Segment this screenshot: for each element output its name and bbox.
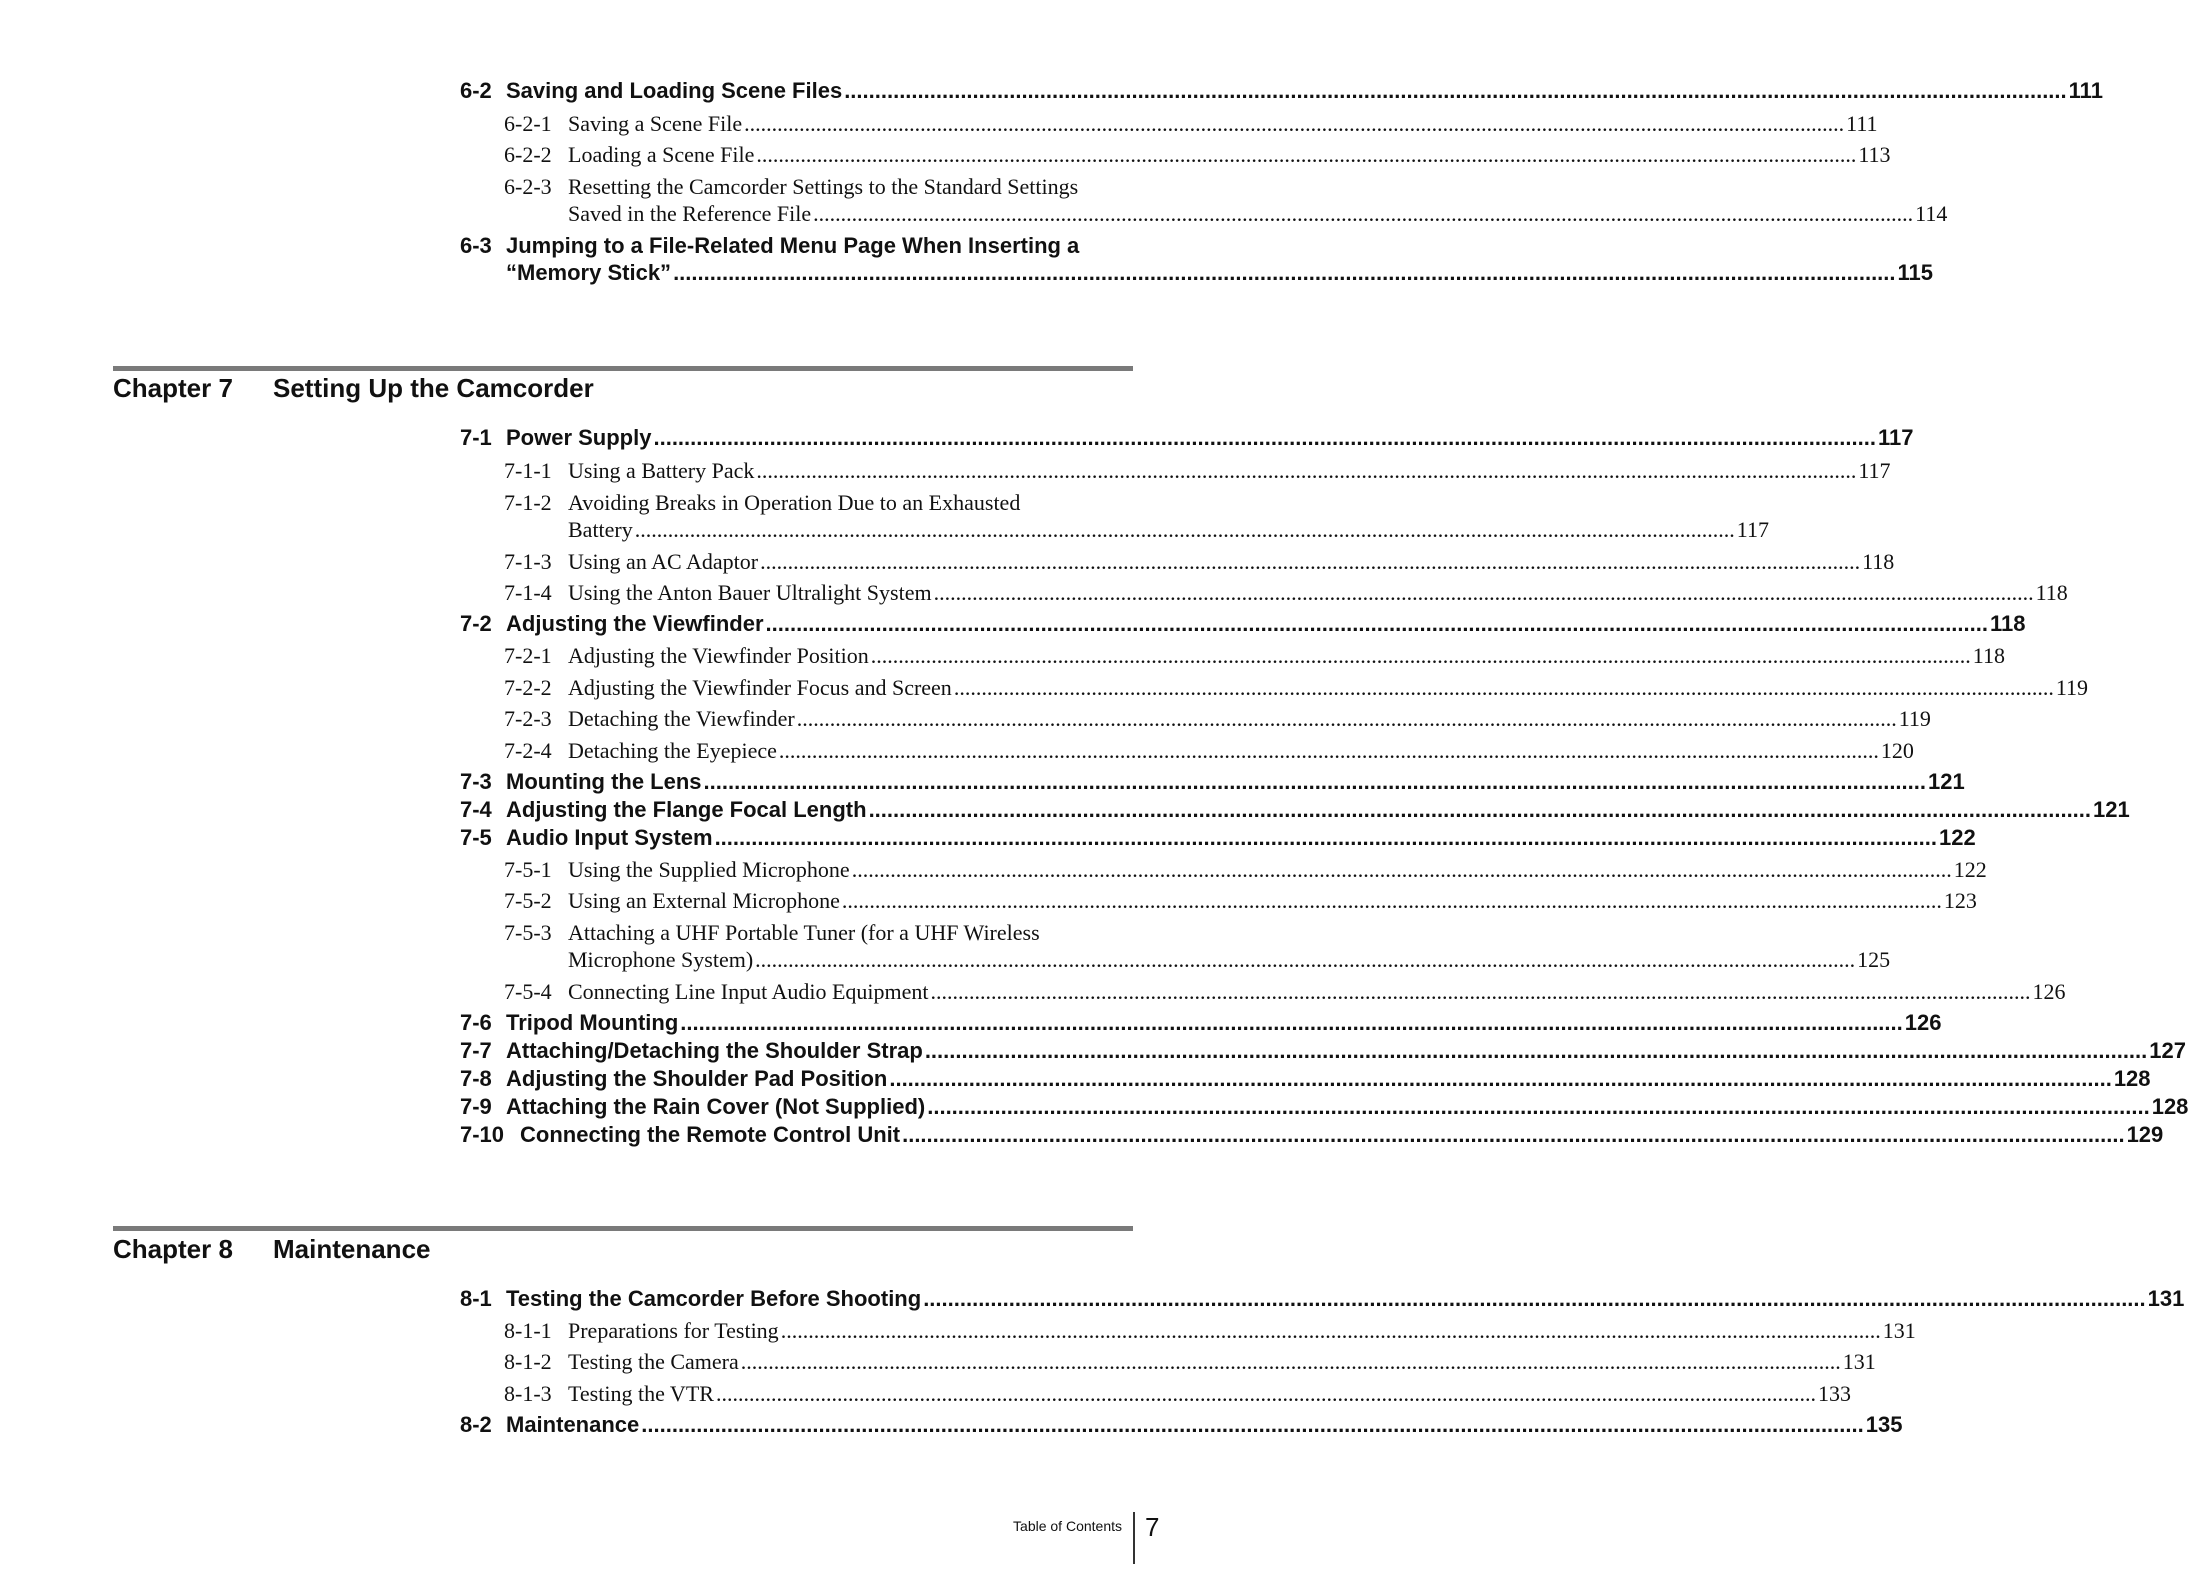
toc-entry-7-2-3[interactable] — [504, 706, 1931, 732]
toc-entry-7-5-1[interactable] — [504, 857, 1987, 883]
page-number: 120 — [1880, 738, 1914, 763]
dot-leader: ........................................................................................................................................................................................................ — [744, 111, 1845, 136]
toc-entry-7-2-1[interactable] — [504, 643, 2005, 669]
section-number: 7-7 — [460, 1038, 492, 1063]
dot-leader: ........................................................................................................................................................................................................ — [755, 947, 1856, 972]
section-title-line2: “Memory Stick” — [506, 260, 672, 285]
page-number: 119 — [2055, 675, 2088, 700]
dot-leader: ........................................................................................................................................................................................................ — [923, 1286, 2146, 1311]
page-number: 118 — [1972, 643, 2005, 668]
toc-entry-7-8[interactable] — [460, 1066, 2151, 1092]
section-title: Maintenance — [506, 1412, 640, 1437]
subsection-number: 7-5-1 — [504, 857, 552, 882]
dot-leader: ........................................................................................................................................................................................................ — [924, 1038, 2148, 1063]
page-number: 121 — [2093, 797, 2130, 822]
toc-entry-6-2-2[interactable] — [504, 142, 1891, 168]
section-number: 7-4 — [460, 797, 492, 822]
chapter-rule — [113, 366, 1133, 371]
page-number: 128 — [2151, 1094, 2188, 1119]
section-title: Adjusting the Viewfinder — [506, 611, 764, 636]
chapter-8-heading[interactable] — [113, 1234, 431, 1265]
subsection-number: 6-2-2 — [504, 142, 552, 167]
subsection-number: 6-2-1 — [504, 111, 552, 136]
page-number: 125 — [1857, 947, 1891, 972]
section-title: Tripod Mounting — [506, 1010, 679, 1035]
dot-leader: ........................................................................................................................................................................................................ — [641, 1412, 1864, 1437]
subsection-number: 7-1-1 — [504, 458, 552, 483]
section-number: 7-8 — [460, 1066, 492, 1091]
section-title: Attaching the Rain Cover (Not Supplied) — [506, 1094, 926, 1119]
section-number: 7-2 — [460, 611, 492, 636]
toc-entry-7-6[interactable] — [460, 1010, 1942, 1036]
section-title: Adjusting the Flange Focal Length — [506, 797, 867, 822]
subsection-number: 8-1-2 — [504, 1349, 552, 1374]
page-number: 117 — [1736, 517, 1769, 542]
toc-entry-8-1[interactable] — [460, 1286, 2185, 1312]
dot-leader: ........................................................................................................................................................................................................ — [796, 706, 1897, 731]
section-number: 7-10 — [460, 1122, 505, 1147]
toc-entry-7-5-2[interactable] — [504, 888, 1977, 914]
subsection-number: 7-1-3 — [504, 549, 552, 574]
page-number: 111 — [2068, 78, 2103, 103]
section-number: 7-1 — [460, 425, 492, 450]
page-number: 129 — [2126, 1122, 2164, 1147]
toc-entry-7-9[interactable] — [460, 1094, 2188, 1120]
section-number: 8-1 — [460, 1286, 492, 1311]
subsection-title: Adjusting the Viewfinder Position — [568, 643, 869, 668]
dot-leader: ........................................................................................................................................................................................................ — [715, 1381, 1816, 1406]
subsection-title: Testing the Camera — [568, 1349, 739, 1374]
chapter-title: Setting Up the Camcorder — [273, 373, 594, 403]
page-number: 117 — [1877, 425, 1914, 450]
dot-leader: ........................................................................................................................................................................................................ — [760, 549, 1861, 574]
dot-leader: ........................................................................................................................................................................................................ — [841, 888, 1942, 913]
page-number: 122 — [1939, 825, 1976, 850]
page-number: 115 — [1897, 260, 1934, 285]
dot-leader: ........................................................................................................................................................................................................ — [765, 611, 1988, 636]
toc-entry-6-2-3-line2[interactable] — [568, 201, 1948, 227]
chapter-rule — [113, 1226, 1133, 1231]
page-number: 127 — [2149, 1038, 2186, 1063]
page-number: 117 — [1858, 458, 1891, 483]
section-number: 7-5 — [460, 825, 492, 850]
toc-entry-7-2[interactable] — [460, 611, 2026, 637]
section-title: Adjusting the Shoulder Pad Position — [506, 1066, 888, 1091]
toc-entry-7-10[interactable] — [460, 1122, 2164, 1148]
section-title: Testing the Camcorder Before Shooting — [506, 1286, 922, 1311]
subsection-title-line2: Saved in the Reference File — [568, 201, 812, 226]
subsection-number: 7-5-4 — [504, 979, 552, 1004]
subsection-title: Adjusting the Viewfinder Focus and Screen — [568, 675, 952, 700]
dot-leader: ........................................................................................................................................................................................................ — [653, 425, 1876, 450]
subsection-title-line2: Battery — [568, 517, 633, 542]
section-title: Attaching/Detaching the Shoulder Strap — [506, 1038, 923, 1063]
section-title: Audio Input System — [506, 825, 713, 850]
page-number: 122 — [1953, 857, 1987, 882]
toc-entry-6-2[interactable] — [460, 78, 2103, 104]
toc-entry-7-1-1[interactable] — [504, 458, 1891, 484]
subsection-title: Preparations for Testing — [568, 1318, 779, 1343]
section-title: Saving and Loading Scene Files — [506, 78, 843, 103]
page-number: 118 — [1989, 611, 2026, 636]
toc-entry-6-2-3-line1[interactable] — [504, 174, 1122, 200]
dot-leader: ........................................................................................................................................................................................................ — [889, 1066, 2112, 1091]
dot-leader: ........................................................................................................................................................................................................ — [927, 1094, 2150, 1119]
dot-leader: ........................................................................................................................................................................................................ — [813, 201, 1914, 226]
dot-leader: ........................................................................................................................................................................................................ — [634, 517, 1735, 542]
toc-entry-7-1-3[interactable] — [504, 549, 1895, 575]
footer-divider — [1133, 1512, 1135, 1564]
toc-entry-7-2-2[interactable] — [504, 675, 2088, 701]
subsection-number: 6-2-3 — [504, 174, 552, 199]
section-title: Mounting the Lens — [506, 769, 702, 794]
page-number: 133 — [1817, 1381, 1851, 1406]
section-title-line1: Jumping to a File-Related Menu Page When Inserting a — [506, 233, 1080, 258]
section-number: 7-3 — [460, 769, 492, 794]
dot-leader: ........................................................................................................................................................................................................ — [933, 580, 2034, 605]
chapter-label: Chapter 7 — [113, 373, 233, 403]
page-number: 119 — [1898, 706, 1931, 731]
toc-entry-7-4[interactable] — [460, 797, 2130, 823]
page-number: 126 — [1904, 1010, 1942, 1035]
section-number: 7-9 — [460, 1094, 492, 1119]
dot-leader: ........................................................................................................................................................................................................ — [740, 1349, 1841, 1374]
subsection-title: Detaching the Viewfinder — [568, 706, 795, 731]
subsection-number: 7-5-2 — [504, 888, 552, 913]
page-number: 131 — [2147, 1286, 2185, 1311]
dot-leader: ........................................................................................................................................................................................................ — [778, 738, 1879, 763]
toc-entry-7-1-4[interactable] — [504, 580, 2068, 606]
toc-entry-7-1-2-line2[interactable] — [568, 517, 1769, 543]
dot-leader: ........................................................................................................................................................................................................ — [868, 797, 2092, 822]
page-number: 131 — [1842, 1349, 1876, 1374]
section-number: 6-2 — [460, 78, 492, 103]
dot-leader: ........................................................................................................................................................................................................ — [714, 825, 1938, 850]
toc-entry-6-2-1[interactable] — [504, 111, 1878, 137]
toc-entry-7-7[interactable] — [460, 1038, 2186, 1064]
dot-leader: ........................................................................................................................................................................................................ — [756, 142, 1857, 167]
subsection-title: Saving a Scene File — [568, 111, 743, 136]
dot-leader: ........................................................................................................................................................................................................ — [844, 78, 2067, 103]
section-number: 8-2 — [460, 1412, 492, 1437]
subsection-number: 7-5-3 — [504, 920, 552, 945]
subsection-number: 7-2-2 — [504, 675, 552, 700]
subsection-number: 7-1-2 — [504, 490, 552, 515]
toc-entry-7-5[interactable] — [460, 825, 1976, 851]
dot-leader: ........................................................................................................................................................................................................ — [780, 1318, 1881, 1343]
section-title: Power Supply — [506, 425, 652, 450]
dot-leader: ........................................................................................................................................................................................................ — [756, 458, 1857, 483]
page-number: 114 — [1915, 201, 1948, 226]
page-number: 113 — [1858, 142, 1891, 167]
page-number: 126 — [2032, 979, 2066, 1004]
toc-entry-7-5-3-line2[interactable] — [568, 947, 1891, 973]
subsection-title: Testing the VTR — [568, 1381, 714, 1406]
page-number: 131 — [1882, 1318, 1916, 1343]
subsection-number: 7-2-4 — [504, 738, 552, 763]
dot-leader: ........................................................................................................................................................................................................ — [703, 769, 1926, 794]
toc-entry-8-2[interactable] — [460, 1412, 1903, 1438]
subsection-number: 8-1-1 — [504, 1318, 552, 1343]
subsection-title-line2: Microphone System) — [568, 947, 754, 972]
page-number: 121 — [1928, 769, 1965, 794]
page-number: 118 — [2035, 580, 2068, 605]
subsection-title: Using the Anton Bauer Ultralight System — [568, 580, 932, 605]
subsection-number: 7-2-1 — [504, 643, 552, 668]
subsection-title: Detaching the Eyepiece — [568, 738, 777, 763]
toc-entry-8-1-1[interactable] — [504, 1318, 1916, 1344]
chapter-label: Chapter 8 — [113, 1234, 233, 1264]
page-number: 118 — [1862, 549, 1895, 574]
toc-entry-7-3[interactable] — [460, 769, 1965, 795]
subsection-title: Using a Battery Pack — [568, 458, 755, 483]
toc-entry-6-3-line1[interactable] — [460, 233, 1122, 259]
subsection-number: 7-1-4 — [504, 580, 552, 605]
chapter-title: Maintenance — [273, 1234, 431, 1264]
toc-entry-8-1-2[interactable] — [504, 1349, 1876, 1375]
page-number: 135 — [1865, 1412, 1903, 1437]
subsection-number: 8-1-3 — [504, 1381, 552, 1406]
section-title: Connecting the Remote Control Unit — [520, 1122, 901, 1147]
dot-leader: ........................................................................................................................................................................................................ — [851, 857, 1952, 882]
toc-entry-7-5-4[interactable] — [504, 979, 2066, 1005]
toc-entry-7-5-3-line1[interactable] — [504, 920, 1122, 946]
subsection-title-line1: Attaching a UHF Portable Tuner (for a UHF Wireless — [568, 920, 1040, 945]
toc-entry-6-3-line2[interactable] — [506, 260, 1934, 286]
subsection-title-line1: Avoiding Breaks in Operation Due to an Exhausted — [568, 490, 1021, 515]
subsection-title-line1: Resetting the Camcorder Settings to the Standard Settings — [568, 174, 1079, 199]
toc-entry-7-2-4[interactable] — [504, 738, 1914, 764]
subsection-number: 7-2-3 — [504, 706, 552, 731]
toc-entry-7-1[interactable] — [460, 425, 1914, 451]
section-number: 6-3 — [460, 233, 492, 258]
subsection-title: Loading a Scene File — [568, 142, 755, 167]
dot-leader: ........................................................................................................................................................................................................ — [673, 260, 1896, 285]
section-number: 7-6 — [460, 1010, 492, 1035]
subsection-title: Using an External Microphone — [568, 888, 840, 913]
subsection-title: Using an AC Adaptor — [568, 549, 759, 574]
dot-leader: ........................................................................................................................................................................................................ — [870, 643, 1971, 668]
dot-leader: ........................................................................................................................................................................................................ — [930, 979, 2031, 1004]
dot-leader: ........................................................................................................................................................................................................ — [953, 675, 2054, 700]
subsection-title: Connecting Line Input Audio Equipment — [568, 979, 929, 1004]
dot-leader: ........................................................................................................................................................................................................ — [902, 1122, 2125, 1147]
subsection-title: Using the Supplied Microphone — [568, 857, 850, 882]
page-number: 128 — [2113, 1066, 2151, 1091]
chapter-7-heading[interactable] — [113, 373, 594, 404]
dot-leader: ........................................................................................................................................................................................................ — [680, 1010, 1903, 1035]
toc-entry-7-1-2-line1[interactable] — [504, 490, 1122, 516]
page-number: 111 — [1846, 111, 1878, 136]
toc-entry-8-1-3[interactable] — [504, 1381, 1851, 1407]
footer-label: Table of Contents — [1013, 1518, 1122, 1534]
page-number: 123 — [1943, 888, 1977, 913]
footer-page-number: 7 — [1145, 1512, 1160, 1542]
